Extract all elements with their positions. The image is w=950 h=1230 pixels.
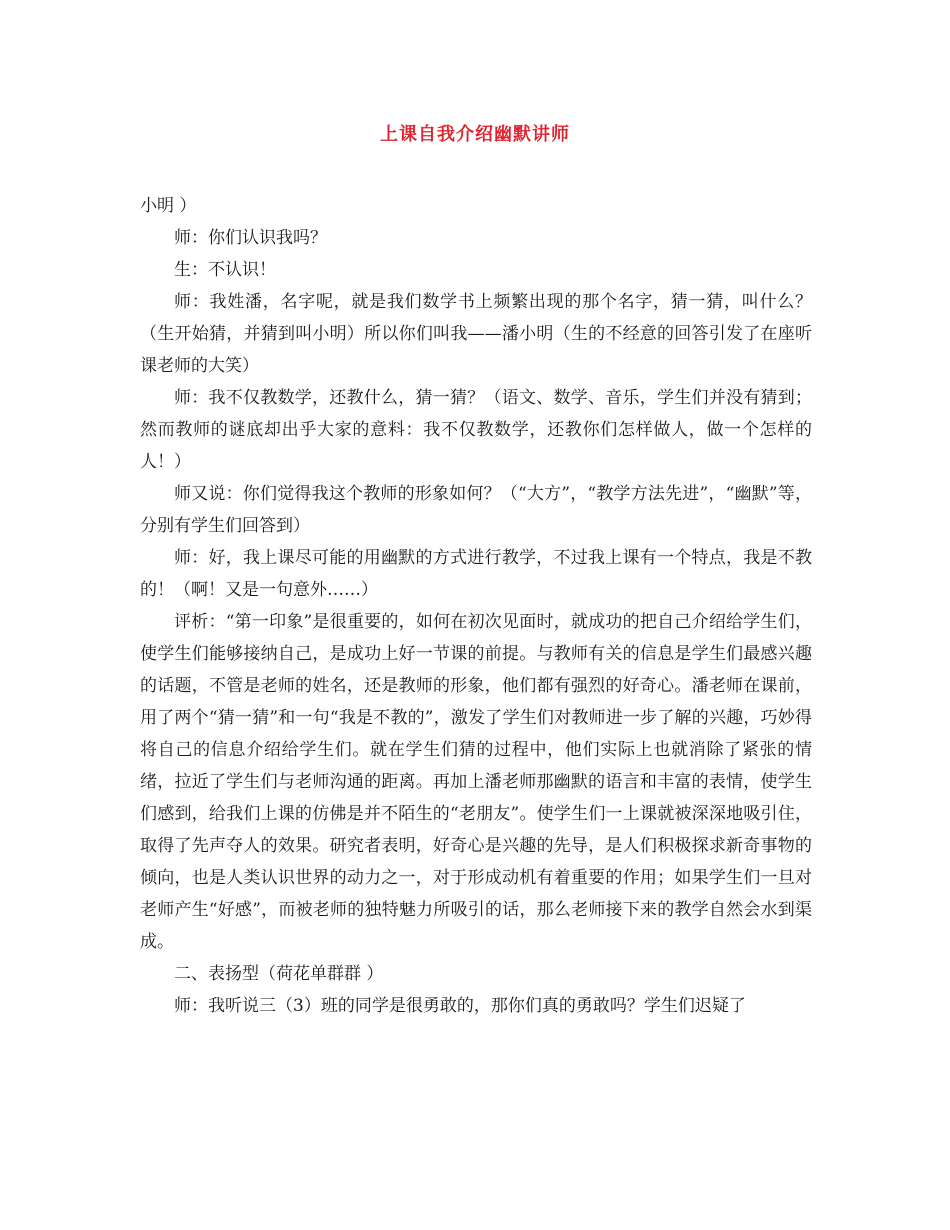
paragraph: 评析：“第一印象”是很重要的，如何在初次见面时，就成功的把自己介绍给学生们，使学生们能够接纳自己，是成功上好一节课的前提。与教师有关的信息是学生们最感兴趣的话题，不管是老师的姓名，还是教师的形象，他们都有强烈的好奇心。潘老师在课前，用了两个“猜一猜”和一句“我是不教的”，激发了学生们对教师进一步了解的兴趣，巧妙得将自己的信息介绍给学生们。就在学生们猜的过程中，他们实际上也就消除了紧张的情绪，拉近了学生们与老师沟通的距离。再加上潘老师那幽默的语言和丰富的表情，使学生们感到，给我们上课的仿佛是并不陌生的“老朋友”。使学生们一上课就被深深地吸引住，取得了先声夺人的效果。研究者表明，好奇心是兴趣的先导，是人们积极探求新奇事物的倾向，也是人类认识世界的动力之一，对于形成动机有着重要的作用；如果学生们一旦对老师产生“好感”，而被老师的独特魅力所吸引的话，那么老师接下来的教学自然会水到渠成。 — [140, 612, 812, 952]
paragraph: 师：我听说三（3）班的同学是很勇敢的，那你们真的勇敢吗？学生们迟疑了 — [174, 996, 746, 1016]
paragraph: 师：我姓潘，名字呢，就是我们数学书上频繁出现的那个名字，猜一猜，叫什么？（生开始猜，并猜到叫小明）所以你们叫我——潘小明（生的不经意的回答引发了在座听课老师的大笑） — [140, 292, 812, 376]
paragraph: 师：我不仅教数学，还教什么，猜一猜？（语文、数学、音乐，学生们并没有猜到；然而教师的谜底却出乎大家的意料：我不仅教数学，还教你们怎样做人，做一个怎样的人！） — [140, 388, 812, 472]
paragraph: 二、表扬型（荷花单群群 ） — [174, 964, 384, 984]
document-title: 上课自我介绍幽默讲师 — [380, 124, 570, 145]
document-body — [140, 190, 812, 1022]
paragraph: 师：你们认识我吗？ — [174, 228, 327, 248]
paragraph: 师：好，我上课尽可能的用幽默的方式进行教学，不过我上课有一个特点，我是不教的！（啊！又是一句意外……） — [140, 548, 812, 600]
paragraph: 师又说：你们觉得我这个教师的形象如何？（“大方”，“教学方法先进”，“幽默”等，分别有学生们回答到） — [140, 484, 812, 536]
paragraph: 生：不认识！ — [174, 260, 276, 280]
paragraph: 小明 ） — [140, 196, 197, 216]
